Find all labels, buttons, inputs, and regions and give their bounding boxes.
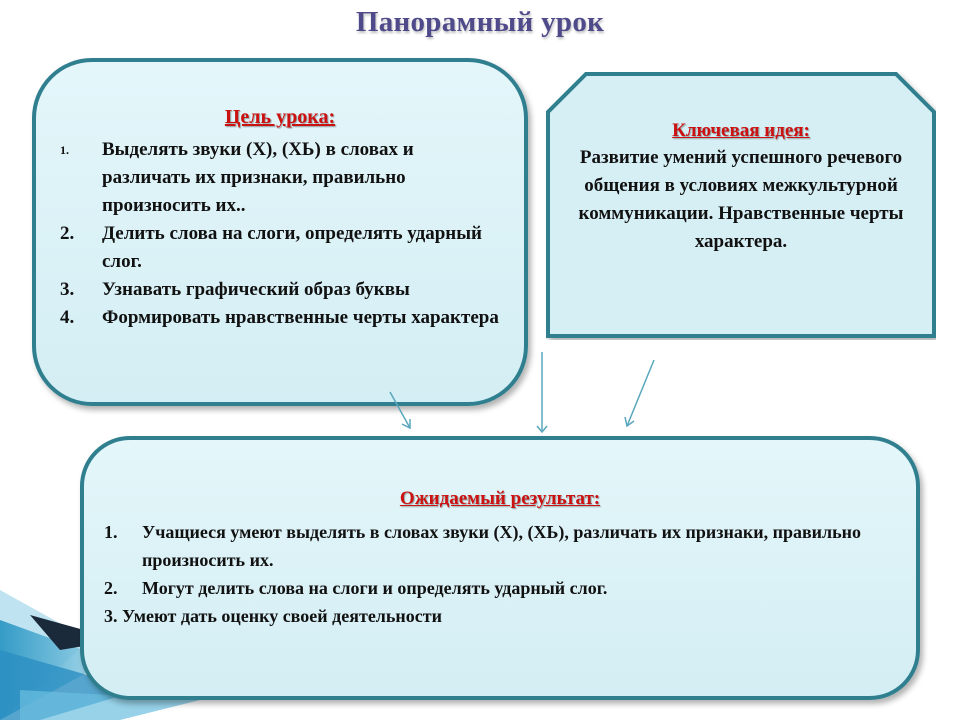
key-idea-heading: Ключевая идея: — [672, 120, 810, 141]
list-item-number: 2. — [104, 578, 118, 598]
list-item-text: Формировать нравственные черты характера — [102, 307, 499, 328]
list-item-number: 3. — [60, 279, 75, 300]
key-idea-text: Развитие умений успешного речевого общения в условиях межкультурной коммуникации. Нравственные черты характера. — [578, 147, 904, 252]
list-item-text: Узнавать графический образ буквы — [102, 279, 410, 300]
key-idea-box — [546, 72, 936, 340]
list-item-number: 2. — [60, 223, 75, 244]
list-item-text: Учащиеся умеют выделять в словах звуки (Х), (ХЬ), различать их признаки, правильно произносить их. — [142, 522, 862, 570]
expected-result-heading: Ожидаемый результат: — [399, 488, 601, 509]
list-item-number: 1. — [60, 143, 69, 157]
list-item-text: Делить слова на слоги, определять ударный слог. — [102, 223, 482, 272]
list-item — [60, 220, 500, 276]
list-item — [104, 518, 884, 574]
list-item-text: Могут делить слова на слоги и определять ударный слог. — [142, 578, 608, 598]
lesson-goal-box — [32, 58, 528, 406]
list-item — [104, 602, 884, 630]
list-item-number: 1. — [104, 522, 118, 542]
list-item — [60, 304, 500, 332]
lesson-goal-list — [60, 136, 500, 332]
list-item-text: 3. Умеют дать оценку своей деятельности — [104, 606, 442, 626]
list-item — [60, 276, 500, 304]
list-item-text: Выделять звуки (Х), (ХЬ) в словах и различать их признаки, правильно произносить их.. — [102, 139, 414, 216]
expected-result-box — [80, 436, 920, 700]
lesson-goal-heading: Цель урока: — [224, 106, 336, 128]
list-item-number: 4. — [60, 307, 75, 328]
list-item — [60, 136, 500, 220]
expected-result-list — [104, 518, 884, 630]
list-item — [104, 574, 884, 602]
page-title: Панорамный урок — [355, 6, 605, 38]
